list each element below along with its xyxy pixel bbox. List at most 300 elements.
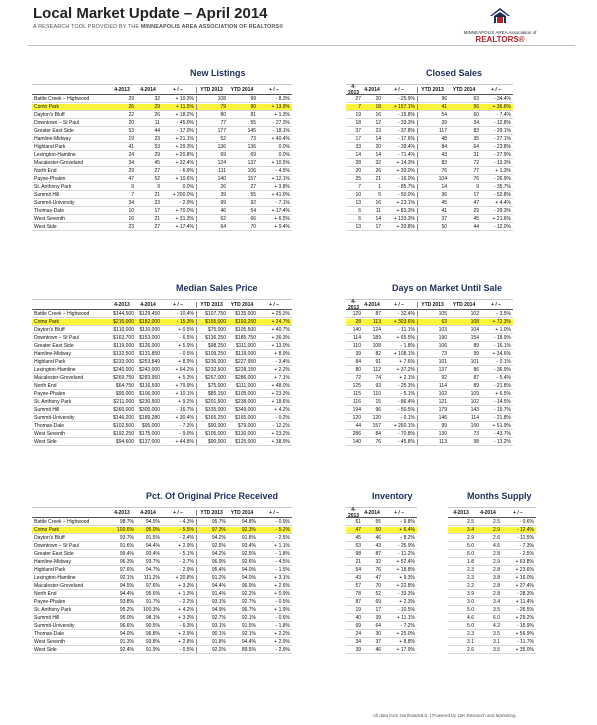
table-cell: 286 [352,430,361,437]
table-cell: 101 [470,358,479,365]
table-row [32,358,292,366]
table-cell: $111,000 [235,382,256,389]
table-cell: 55 [375,518,381,525]
neighborhood-name: Como Park [32,319,110,325]
inventory-title: Inventory [372,491,413,501]
column-header: + / – [491,86,501,93]
table-cell: - 52.8% [493,191,511,198]
table-cell: 121 [417,399,449,405]
table-row [32,135,292,143]
table-cell: - 6.5% [179,334,194,341]
table-cell: + 48.0% [271,382,290,389]
table-cell: 2.3 [467,574,474,581]
table-cell: - 33.3% [397,590,415,597]
table-cell: 66 [250,215,256,222]
column-header: 4-2014 [480,509,496,516]
table-cell: $119,000 [235,350,256,357]
table-row [346,550,417,558]
table-cell: - 12.8% [493,119,511,126]
neighborhood-name: Battle Creek – Highwood [34,518,90,525]
neighborhood-name: Downtown – St Paul [34,542,80,549]
table-cell: 99 [250,95,256,102]
table-cell: $105,500 [235,326,256,333]
column-header: + / – [394,509,404,516]
table-cell: 23 [375,127,381,134]
table-cell: 30 [375,630,381,637]
table-cell: 21 [355,558,361,565]
table-cell: 39 [355,350,361,357]
table-row [448,638,536,646]
table-row [448,526,536,534]
table-cell: 124 [196,160,228,166]
table-row [346,646,417,654]
table-cell: 84 [417,144,449,150]
table-cell: 97.3% [196,527,228,533]
table-cell: 92.1% [241,630,256,637]
table-cell: 0.0% [278,151,290,158]
table-cell: 54 [417,112,449,118]
table-cell: 109 [470,390,479,397]
table-cell: 99 [473,350,479,357]
table-cell: + 17.4% [175,223,194,230]
table-cell: 81 [250,111,256,118]
table-cell: - 86.4% [397,398,415,405]
table-cell: + 5.3% [178,374,194,381]
table-cell: 129 [352,310,361,317]
table-cell: $107,750 [196,311,228,317]
table-row [346,422,513,430]
table-cell: $227,950 [235,358,256,365]
table-cell: - 15.8% [397,111,415,118]
table-cell: - 17.0% [176,127,194,134]
table-row [448,646,536,654]
table-cell: $286,000 [235,374,256,381]
table-cell: 9 [131,183,134,190]
table-cell: 104 [470,326,479,333]
table-cell: 96.6% [119,622,134,629]
table-cell: - 23.8% [493,143,511,150]
table-cell: 40 [355,614,361,621]
column-header: 4-2014 [140,509,156,516]
table-cell: 16 [375,199,381,206]
table-cell: $132,500 [113,350,134,357]
table-cell: 55 [250,191,256,198]
neighborhood-name: Highland Park [34,143,66,150]
table-row [32,143,292,151]
table-cell: 14 [375,215,381,222]
table-cell: 77 [473,167,479,174]
table-cell: - 12.2% [272,422,290,429]
table-cell: - 7.4% [496,111,511,118]
table-cell: - 4.5% [275,167,290,174]
table-cell: - 7.1% [275,199,290,206]
neighborhood-name: Macalester-Groveland [34,374,84,381]
table-cell: 91.2% [196,575,228,581]
table-cell: + 0.9% [274,590,290,597]
table-cell: 17 [473,191,479,198]
table-cell: $130,000 [235,430,256,437]
table-cell: + 38.9% [271,438,290,445]
table-cell: + 8.9% [274,350,290,357]
column-header: YTD 2013 [196,510,228,516]
table-cell: 91.3% [119,638,134,645]
table-cell: 98 [473,438,479,445]
table-row [346,151,513,159]
table-row [346,223,513,231]
table-row [32,374,292,382]
table-cell: 60 [473,111,479,118]
table-row [448,558,536,566]
table-cell: 101 [417,359,449,365]
table-cell: 37 [417,216,449,222]
closed-sales-title: Closed Sales [426,68,483,78]
table-row [32,534,292,542]
table-cell: + 2.9% [178,630,194,637]
table-cell: + 5.9% [178,342,194,349]
table-cell: 140 [196,176,228,182]
table-row [32,406,292,414]
table-row [346,430,513,438]
table-cell: $360,000 [113,406,134,413]
table-cell: 17 [154,207,160,214]
table-row [346,526,417,534]
table-cell: 95.7% [196,519,228,525]
table-cell: 2.3 [467,566,474,573]
neighborhood-name: Hamline-Midway [34,135,71,142]
table-cell: 92.6% [241,558,256,565]
table-cell: $185,750 [235,334,256,341]
table-cell: - 45.8% [397,438,415,445]
table-cell: + 1.3% [495,167,511,174]
table-cell: 92.5% [241,550,256,557]
table-cell: 73 [473,430,479,437]
neighborhood-name: Summit Hill [34,191,60,198]
table-row [346,143,513,151]
table-cell: 17 [355,135,361,142]
table-cell: 52 [375,590,381,597]
neighborhood-name: Dayton's Bluff [34,111,65,118]
column-header: + / – [173,86,183,93]
table-cell: 9 [476,183,479,190]
column-header: + / – [269,301,279,308]
page-title: Local Market Update – April 2014 [33,5,268,22]
closed-sales-table [346,84,513,231]
table-row [346,390,513,398]
table-cell: 37 [375,638,381,645]
table-cell: - 6.9% [179,167,194,174]
table-cell: 19 [355,111,361,118]
days-on-market-table [346,299,513,446]
table-cell: 92.2% [196,647,228,653]
table-cell: + 44.8% [175,438,194,445]
table-row [346,318,513,326]
table-cell: 2.8 [493,590,500,597]
table-cell: $98,250 [196,343,228,349]
table-cell: 124 [372,326,381,333]
table-cell: 102 [470,310,479,317]
pct-original-price-table [32,507,292,654]
column-header: YTD 2013 [417,87,449,93]
table-cell: + 70.0% [175,207,194,214]
table-row [346,398,513,406]
table-cell: 91.7% [145,598,160,605]
table-cell: 4.6 [493,542,500,549]
column-header: + / – [394,86,404,93]
table-cell: - 37.8% [397,127,415,134]
table-cell: 78 [355,590,361,597]
table-cell: 37 [355,127,361,134]
table-cell: + 108.1% [393,350,415,357]
table-cell: + 41.0% [271,191,290,198]
table-cell: + 21.6% [492,215,511,222]
table-cell: 32 [375,159,381,166]
table-cell: 10 [355,191,361,198]
table-row [32,518,292,526]
table-cell: 14 [375,151,381,158]
table-cell: - 8.2% [400,534,415,541]
table-cell: + 32.4% [175,159,194,166]
table-cell: + 40.7% [271,326,290,333]
table-cell: + 8.9% [178,358,194,365]
table-cell: + 1.0% [495,326,511,333]
table-cell: $131,850 [139,350,160,357]
neighborhood-name: Summit-University [34,199,75,206]
table-cell: - 19.7% [493,406,511,413]
column-header: YTD 2014 [230,509,254,516]
table-cell: - 18.9% [493,334,511,341]
table-cell: 94.2% [196,535,228,541]
table-cell: + 1.9% [274,606,290,613]
table-cell: + 2.9% [178,542,194,549]
neighborhood-name: Payne-Phalen [34,390,66,397]
table-cell: - 11.5% [517,534,534,541]
neighborhood-name: Thomas-Dale [34,207,65,214]
table-cell: + 2.8% [178,638,194,645]
table-cell: 100.3% [143,606,160,613]
table-cell: $300,000 [139,406,160,413]
table-cell: + 3.8% [274,183,290,190]
table-row [346,382,513,390]
table-cell: $64,750 [115,382,134,389]
table-cell: 104 [417,176,449,182]
neighborhood-name: Como Park [32,527,110,533]
table-row [346,95,513,103]
table-cell: 76 [417,168,449,174]
table-cell: + 24.7% [258,319,292,325]
table-cell: 45 [154,159,160,166]
table-cell: 112 [373,366,381,373]
table-header [32,507,292,518]
column-header: 4-2013 [453,509,469,516]
table-cell: 63 [417,319,449,325]
neighborhood-name: Lexington-Hamline [34,151,76,158]
table-cell: 117 [417,128,449,134]
table-row [346,167,513,175]
table-cell: + 157.1% [383,104,417,110]
table-cell: 16 [128,215,134,222]
table-cell: 70 [375,582,381,589]
table-cell: 89 [473,342,479,349]
table-cell: + 30.8% [396,223,415,230]
table-cell: 21 [375,175,381,182]
table-row [32,614,292,622]
column-header: 4-2014 [140,301,156,308]
table-cell: 15 [375,398,381,405]
column-header: 4-2014 [140,86,156,93]
table-row [448,606,536,614]
table-cell: 29 [136,104,162,110]
table-cell: 93.4% [145,550,160,557]
table-cell: 3.5 [493,646,500,653]
table-cell: 83 [473,127,479,134]
table-cell: 95.0% [136,527,162,533]
table-cell: + 303.6% [383,319,417,325]
neighborhood-name: West Side [34,646,57,653]
table-cell: 146 [417,415,449,421]
table-cell: 62 [196,216,228,222]
table-cell: + 64.2% [175,366,194,373]
table-row [346,614,417,622]
table-cell: $211,000 [113,398,134,405]
table-cell: 86 [473,366,479,373]
table-cell: + 0.5% [178,326,194,333]
table-cell: 5 [378,191,381,198]
table-cell: 69 [250,151,256,158]
months-supply-title: Months Supply [467,491,532,501]
column-header: 4-2014 [364,509,380,516]
table-cell: + 21.1% [175,135,194,142]
table-cell: 29 [128,95,134,102]
table-cell: - 11.7% [517,638,534,645]
table-cell: 47 [375,574,381,581]
table-header [32,84,292,95]
neighborhood-name: Payne-Phalen [34,598,66,605]
table-cell: 27 [250,183,256,190]
table-cell: 17 [375,223,381,230]
table-cell: 92.4% [119,646,134,653]
table-cell: - 2.5% [519,550,534,557]
table-row [346,366,513,374]
table-row [448,614,536,622]
table-cell: 41 [417,208,449,214]
table-cell: 94.4% [196,583,228,589]
table-cell: 23 [154,135,160,142]
table-cell: + 18.8% [396,566,415,573]
report-header [33,5,573,45]
neighborhood-name: St. Anthony Park [34,183,72,190]
table-cell: + 29.2% [515,614,534,621]
table-cell: $90,000 [196,423,228,429]
table-cell: 23 [128,223,134,230]
table-row [32,398,292,406]
table-cell: 5.0 [467,542,474,549]
table-cell: 32 [154,95,160,102]
table-cell: $243,000 [139,366,160,373]
table-cell: 39 [375,614,381,621]
table-cell: 92 [250,199,256,206]
table-cell: + 12.1% [271,175,290,182]
table-cell: 3.4 [448,527,476,533]
table-cell: 92.1% [119,574,134,581]
table-cell: - 4.3% [179,518,194,525]
table-cell: 94.0% [119,630,134,637]
table-cell: 20 [128,119,134,126]
table-cell: 111.2% [143,574,160,581]
table-cell: + 22.8% [396,582,415,589]
table-cell: 94.5% [119,582,134,589]
table-cell: 25 [355,175,361,182]
table-cell: - 14.5% [493,398,511,405]
table-cell: + 10.5% [271,159,290,166]
table-cell: - 0.6% [275,614,290,621]
table-row [346,590,417,598]
table-row [32,598,292,606]
table-cell: - 17.6% [397,135,415,142]
table-cell: 177 [196,128,228,134]
table-row [448,574,536,582]
table-cell: 92.5% [196,543,228,549]
table-cell: 44 [473,223,479,230]
table-row [346,183,513,191]
table-row [448,598,536,606]
table-row [346,159,513,167]
column-header: + / – [173,509,183,516]
table-cell: 96.7% [241,606,256,613]
table-cell: - 1.8% [275,622,290,629]
table-cell: + 11.5% [162,104,196,110]
table-cell: - 10.4% [176,310,194,317]
table-cell: - 18.1% [272,127,290,134]
table-row [32,566,292,574]
table-cell: 39 [417,120,449,126]
table-cell: $95,000 [115,390,134,397]
table-cell: 7 [358,183,361,190]
table-cell: $144,500 [113,310,134,317]
table-cell: $146,200 [113,414,134,421]
table-cell: 2.5 [467,518,474,525]
table-cell: + 7.6% [399,358,415,365]
new-listings-title: New Listings [190,68,246,78]
column-header: 4-2013 [347,506,360,519]
table-cell: $75,000 [196,383,228,389]
table-row [346,119,513,127]
table-row [346,622,417,630]
table-row [32,382,292,390]
table-cell: 136 [247,143,256,150]
table-cell: 93.7% [145,558,160,565]
table-cell: 93.7% [119,534,134,541]
table-cell: 110 [373,390,381,397]
table-cell: 19 [355,606,361,613]
table-cell: - 16.7% [176,406,194,413]
table-row [346,414,513,422]
table-row [32,638,292,646]
table-cell: 46 [196,208,228,214]
table-cell: 11 [154,119,160,126]
table-cell: 91.9% [145,646,160,653]
table-cell: 96 [417,96,449,102]
column-header: 4-2014 [364,86,380,93]
table-cell: + 6.4% [383,527,417,533]
table-cell: - 43.7% [493,430,511,437]
table-cell: 87 [375,310,381,317]
table-cell: 3.0 [467,598,474,605]
table-cell: 2.8 [493,566,500,573]
neighborhood-name: Lexington-Hamline [34,366,76,373]
table-cell: 92.3% [228,527,258,533]
table-cell: 93.8% [145,638,160,645]
table-cell: - 85.7% [397,183,415,190]
